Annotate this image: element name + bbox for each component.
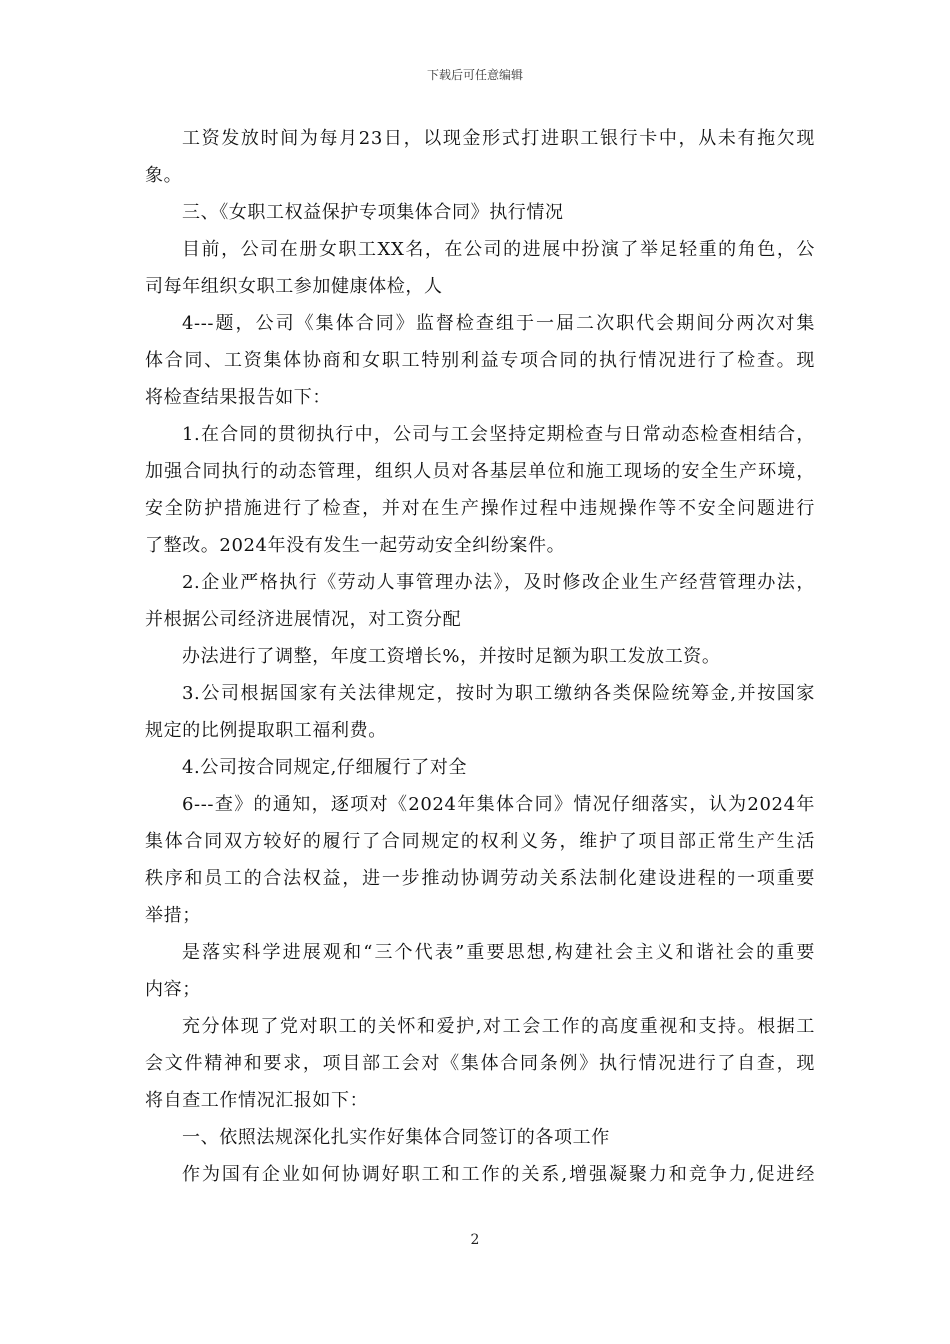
text-line: 2.企业严格执行《劳动人事管理办法》，及时修改企业生产经营管理办法，: [182, 572, 815, 593]
text-line: 集体合同双方较好的履行了合同规定的权利义务，维护了项目部正常生产生活: [145, 831, 815, 852]
text-line: 体合同、工资集体协商和女职工特别利益专项合同的执行情况进行了检查。现: [145, 350, 815, 371]
document-body: [145, 120, 815, 1193]
text-line: 作为国有企业如何协调好职工和工作的关系,增强凝聚力和竞争力,促进经: [182, 1164, 815, 1185]
text-line: 1.在合同的贯彻执行中，公司与工会坚持定期检查与日常动态检查相结合，: [182, 424, 815, 445]
text-line: 一、依照法规深化扎实作好集体合同签订的各项工作: [182, 1127, 610, 1148]
text-line: 秩序和员工的合法权益，进一步推动协调劳动关系法制化建设进程的一项重要: [145, 868, 815, 889]
text-line: 3.公司根据国家有关法律规定，按时为职工缴纳各类保险统筹金,并按国家: [182, 683, 815, 704]
text-line: 了整改。2024年没有发生一起劳动安全纠纷案件。: [145, 535, 566, 556]
text-line: 规定的比例提取职工福利费。: [145, 720, 387, 741]
text-line: 三、《女职工权益保护专项集体合同》执行情况: [182, 202, 564, 223]
text-line: 目前，公司在册女职工XX名，在公司的进展中扮演了举足轻重的角色，公: [182, 239, 815, 260]
text-line: 将检查结果报告如下：: [145, 387, 331, 408]
page-header: 下载后可任意编辑: [426, 68, 523, 82]
text-line: 将自查工作情况汇报如下：: [145, 1090, 369, 1111]
text-line: 是落实科学进展观和“三个代表”重要思想,构建社会主义和谐社会的重要: [182, 942, 815, 963]
text-line: 内容；: [145, 979, 201, 1000]
text-line: 司每年组织女职工参加健康体检，人: [145, 276, 443, 297]
text-line: 并根据公司经济进展情况，对工资分配: [145, 609, 462, 630]
text-line: 象。: [145, 165, 183, 186]
text-line: 加强合同执行的动态管理，组织人员对各基层单位和施工现场的安全生产环境，: [145, 461, 815, 482]
text-line: 工资发放时间为每月23日，以现金形式打进职工银行卡中，从未有拖欠现: [182, 128, 815, 149]
text-line: 办法进行了调整，年度工资增长%，并按时足额为职工发放工资。: [182, 646, 721, 667]
text-line: 充分体现了党对职工的关怀和爱护,对工会工作的高度重视和支持。根据工: [182, 1016, 815, 1037]
page-number: 2: [470, 1232, 480, 1248]
text-line: 4---题，公司《集体合同》监督检查组于一届二次职代会期间分两次对集: [182, 313, 815, 334]
text-line: 安全防护措施进行了检查，并对在生产操作过程中违规操作等不安全问题进行: [145, 498, 815, 519]
text-line: 4.公司按合同规定,仔细履行了对全: [182, 757, 468, 778]
text-line: 举措；: [145, 905, 201, 926]
text-line: 会文件精神和要求，项目部工会对《集体合同条例》执行情况进行了自查，现: [145, 1053, 815, 1074]
text-line: 6---查》的通知，逐项对《2024年集体合同》情况仔细落实，认为2024年: [182, 794, 815, 815]
